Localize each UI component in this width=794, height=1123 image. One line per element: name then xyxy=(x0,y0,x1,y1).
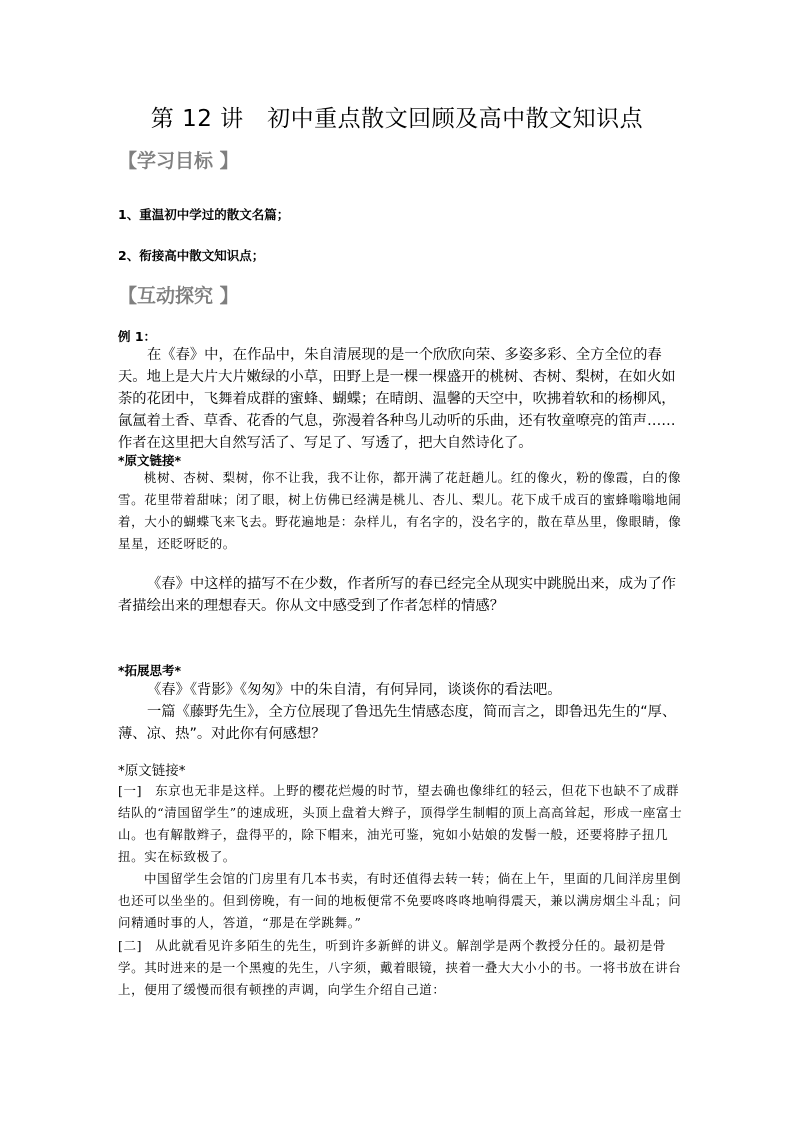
section-heading-explore: 【互动探究 】 xyxy=(118,285,239,307)
source-excerpt-spring: 桃树、杏树、梨树，你不让我，我不让你，都开满了花赶趟儿。红的像火，粉的像霞，白的像雪。花里带着甜味；闭了眼，树上仿佛已经满是桃儿、杏儿、梨儿。花下成千成百的蜜蜂嗡嗡地闹着，大小的蝴蝶飞来飞去。野花遍地是：杂样儿，有名字的，没名字的，散在草丛里，像眼睛，像星星，还眨呀眨的。 xyxy=(118,470,682,551)
goal-item-1: 1、重温初中学过的散文名篇； xyxy=(118,207,290,222)
example-label: 例 1： xyxy=(118,329,157,344)
source-excerpt-tengye-3: [二] 从此就看见许多陌生的先生，听到许多新鲜的讲义。解剖学是两个教授分任的。最初是骨学。其时进来的是一个黑瘦的先生，八字须，戴着眼镜，挟着一叠大大小小的书。一将书放在讲台上，便用了缓慢而很有顿挫的声调，向学生介绍自己道： xyxy=(118,938,682,997)
section-heading-goals: 【学习目标 】 xyxy=(118,150,239,172)
page-title: 第 12 讲 初中重点散文回顾及高中散文知识点 xyxy=(150,106,644,132)
question-paragraph: 《春》中这样的描写不在少数，作者所写的春已经完全从现实中跳脱出来，成为了作者描绘出来的理想春天。你从文中感受到了作者怎样的情感？ xyxy=(118,576,676,614)
extend-thinking-label: *拓展思考* xyxy=(118,663,182,678)
example-paragraph: 在《春》中，在作品中，朱自清展现的是一个欣欣向荣、多姿多彩、全方全位的春天。地上是大片大片嫩绿的小草，田野上是一棵一棵盛开的桃树、杏树、梨树，在如火如荼的花团中，飞舞着成群的蜜蜂、蝴蝶；在晴朗、温馨的天空中，吹拂着软和的杨柳风，氤氲着土香、草香、花香的气息，弥漫着各种鸟儿动听的乐曲，还有牧童嘹亮的笛声……作者在这里把大自然写活了、写足了、写透了，把大自然诗化了。 xyxy=(118,347,676,451)
source-excerpt-tengye-1: [一] 东京也无非是这样。上野的樱花烂熳的时节，望去确也像绯红的轻云，但花下也缺不了成群结队的“清国留学生”的速成班，头顶上盘着大辫子，顶得学生制帽的顶上高高耸起，形成一座富士山。也有解散辫子，盘得平的，除下帽来，油光可鉴，宛如小姑娘的发髻一般，还要将脖子扭几扭。实在标致极了。 xyxy=(118,783,683,864)
source-link-label-1: *原文链接* xyxy=(118,453,182,468)
extend-question-1: 《春》《背影》《匆匆》中的朱自清，有何异同，谈谈你的看法吧。 xyxy=(147,682,562,698)
extend-thinking-block xyxy=(118,679,688,745)
extend-question-2: 一篇《藤野先生》，全方位展现了鲁迅先生情感态度，简而言之，即鲁迅先生的“厚、薄、凉、热”。对此你有何感想？ xyxy=(118,704,677,742)
source-excerpt-tengye-2: 中国留学生会馆的门房里有几本书卖，有时还值得去转一转；倘在上午，里面的几间洋房里倒也还可以坐坐的。但到傍晚，有一间的地板便常不免要咚咚咚地响得震天，兼以满房烟尘斗乱；问问精通时事的人，答道，“那是在学跳舞。” xyxy=(118,871,682,930)
goal-item-2: 2、衔接高中散文知识点； xyxy=(118,248,265,263)
source-link-label-2: *原文链接* xyxy=(118,763,186,779)
